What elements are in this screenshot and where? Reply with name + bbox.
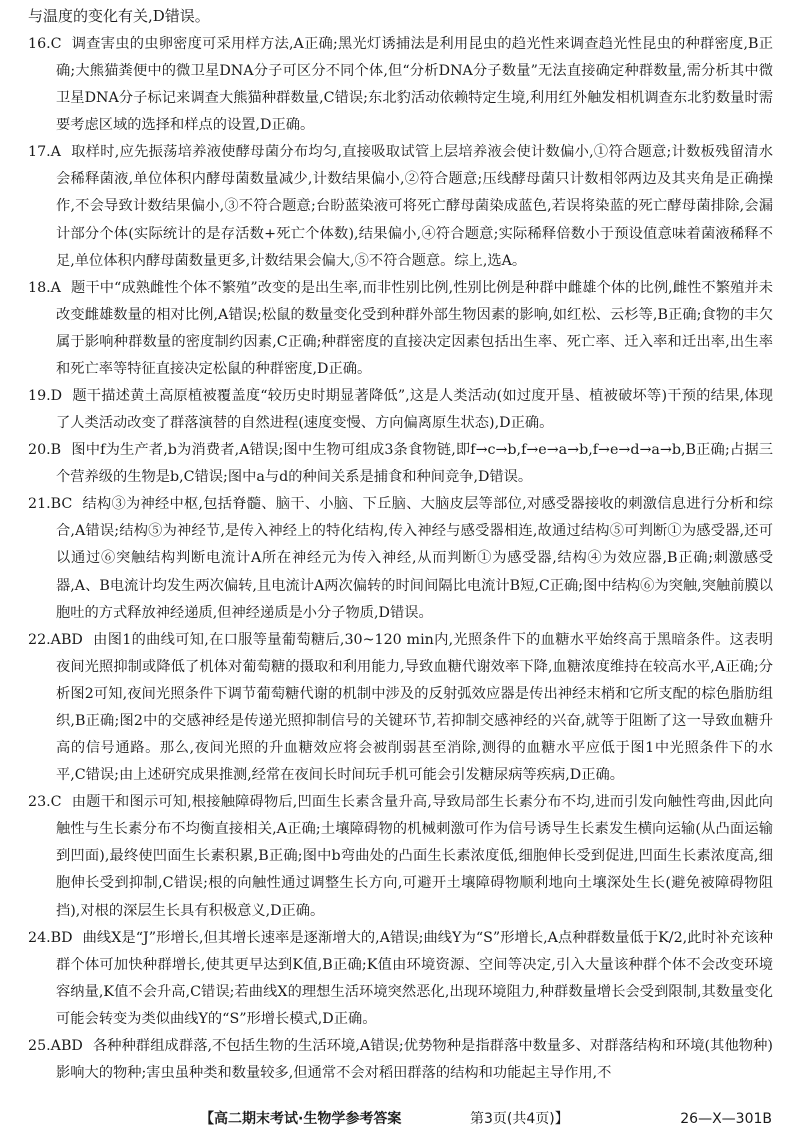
footer-title: 【高二期末考试·生物学参考答案 [200, 1111, 402, 1127]
answer-key: ABD [50, 1037, 83, 1054]
answer-explanation: 题干中“成熟雌性个体不繁殖”改变的是出生率,而非性别比例,性别比例是种群中雌雄个体的比例,雌性不繁殖并未改变雌雄数量的相对比例,A错误;松鼠的数量变化受到种群外部生物因素的影响,如红松、云杉等,B正确;食物的丰欠属于影响种群数量的密度制约因素,C正确;种群密度的直接决定因素包括出生率、死亡率、迁入率和迁出率,出生率和死亡率等特征直接决定松鼠的种群密度,D正确。 [56, 279, 773, 377]
answer-item [28, 275, 773, 383]
answer-key: A [50, 144, 61, 161]
answer-key: B [50, 442, 62, 459]
answer-key: A [50, 279, 61, 296]
answer-number: 21. [28, 496, 51, 513]
footer-page-number: 第3页(共4页)】 [470, 1111, 569, 1127]
answer-item [28, 789, 773, 924]
answer-key: D [50, 388, 63, 405]
answer-explanation: 结构③为神经中枢,包括脊髓、脑干、小脑、下丘脑、大脑皮层等部位,对感受器接收的刺激信息进行分析和综合,A错误;结构⑤为神经节,是传入神经上的特化结构,传入神经与感受器相连,故通过结构⑤可判断①为感受器,还可以通过⑥突触结构判断电流计A所在神经元为传入神经,从而判断①为感受器,结构④为效应器,B正确;刺激感受器,A、B电流计均发生两次偏转,且电流计A两次偏转的时间间隔比电流计B短,C正确;图中结构⑥为突触,突触前膜以胞吐的方式释放神经递质,但神经递质是小分子物质,D错误。 [56, 496, 773, 621]
answer-number: 17. [28, 144, 51, 161]
answer-item [28, 383, 773, 437]
answer-item [28, 491, 773, 626]
answer-item [28, 627, 773, 789]
answer-key: C [50, 794, 62, 811]
answer-explanation: 由图1的曲线可知,在口服等量葡萄糖后,30~120 min内,光照条件下的血糖水平始终高于黑暗条件。这表明夜间光照抑制或降低了机体对葡萄糖的摄取和利用能力,导致血糖代谢效率下降,血糖浓度维持在较高水平,A正确;分析图2可知,夜间光照条件下调节葡萄糖代谢的机制中涉及的反射弧效应器是传出神经末梢和它所支配的棕色脂肪组织,B正确;图2中的交感神经是传递光照抑制信号的关键环节,若抑制交感神经的兴奋,就等于阻断了这一导致血糖升高的信号通路。那么,夜间光照的升血糖效应将会被削弱甚至消除,测得的血糖水平应低于图1中光照条件下的水平,C错误;由上述研究成果推测,经常在夜间长时间玩手机可能会引发糖尿病等疾病,D正确。 [56, 631, 773, 784]
answer-explanation: 题干描述黄土高原植被覆盖度“较历史时期显著降低”,这是人类活动(如过度开垦、植被破坏等)干预的结果,体现了人类活动改变了群落演替的自然进程(速度变慢、方向偏离原生状态),D正确。 [56, 388, 773, 432]
answer-item [28, 139, 773, 274]
page-footer [0, 1104, 800, 1134]
answer-item [28, 925, 773, 1033]
answer-explanation: 取样时,应先振荡培养液使酵母菌分布均匀,直接吸取试管上层培养液会使计数偏小,①符合题意;计数板残留清水会稀释菌液,单位体积内酵母菌数量减少,计数结果偏小,②符合题意;压线酵母菌只计数相邻两边及其夹角是正确操作,不会导致计数结果偏小,③不符合题意;台盼蓝染液可将死亡酵母菌染成蓝色,若误将染蓝的死亡酵母菌排除,会漏计部分个体(实际统计的是存活数+死亡个体数),结果偏小,④符合题意;实际稀释倍数小于预设值意味着菌液稀释不足,单位体积内酵母菌数量更多,计数结果会偏大,⑤不符合题意。综上,选A。 [56, 144, 773, 269]
answer-key: C [50, 36, 62, 52]
footer-exam-code: 26—X—301B [680, 1111, 772, 1127]
answer-number: 24. [28, 929, 51, 946]
answer-number: 18. [28, 279, 51, 296]
intro-continuation: 与温度的变化有关,D错误。 [28, 7, 210, 25]
answer-item [28, 437, 773, 491]
answer-explanation: 图中f为生产者,b为消费者,A错误;图中生物可组成3条食物链,即f→c→b,f→e→a→b,f→e→d→a→b,B正确;占据三个营养级的生物是b,C错误;图中a与d的种间关系是捕食和种间竞争,D错误。 [56, 442, 773, 486]
answer-explanation: 曲线X是“J”形增长,但其增长速率是逐渐增大的,A错误;曲线Y为“S”形增长,A点种群数量低于K/2,此时补充该种群个体可加快种群增长,使其更早达到K值,B正确;K值由环境资源、空间等决定,引入大量该种群个体不会改变环境容纳量,K值不会升高,C错误;若曲线X的理想生活环境突然恶化,出现环境阻力,种群数量增长会受到限制,其数量变化可能会转变为类似曲线Y的“S”形增长模式,D正确。 [56, 929, 773, 1027]
answer-explanation: 调查害虫的虫卵密度可采用样方法,A正确;黑光灯诱捕法是利用昆虫的趋光性来调查趋光性昆虫的种群密度,B正确;大熊猫粪便中的微卫星DNA分子可区分不同个体,但“分析DNA分子数量”无法直接确定种群数量,需分析其中微卫星DNA分子标记来调查大熊猫种群数量,C错误;东北豹活动依赖特定生境,利用红外触发相机调查东北豹数量时需要考虑区域的选择和样点的设置,D正确。 [56, 36, 773, 134]
answer-number: 23. [28, 794, 51, 811]
answer-list [28, 31, 773, 1087]
answer-number: 20. [28, 442, 51, 459]
answer-explanation: 各种种群组成群落,不包括生物的生活环境,A错误;优势物种是指群落中数量多、对群落结构和环境(其他物种)影响大的物种;害虫虽种类和数量较多,但通常不会对稻田群落的结构和功能起主导作用,不 [56, 1037, 773, 1081]
answer-number: 25. [28, 1037, 51, 1054]
answer-key: BD [50, 929, 73, 946]
answer-item [28, 31, 773, 139]
answer-number: 22. [28, 631, 51, 648]
answer-key: BC [50, 496, 73, 513]
answer-item [28, 1033, 773, 1087]
answer-key: ABD [50, 631, 83, 648]
answer-number: 16. [28, 36, 51, 52]
answer-explanation: 由题干和图示可知,根接触障碍物后,凹面生长素含量升高,导致局部生长素分布不均,进而引发向触性弯曲,因此向触性与生长素分布不均衡直接相关,A正确;土壤障碍物的机械刺激可作为信号诱导生长素发生横向运输(从凸面运输到凹面),最终使凹面生长素积累,B正确;图中b弯曲处的凸面生长素浓度低,细胞伸长受到促进,凹面生长素浓度高,细胞伸长受到抑制,C错误;根的向触性通过调整生长方向,可避开土壤障碍物顺利地向土壤深处生长(避免被障碍物阻挡),对根的深层生长具有积极意义,D正确。 [56, 794, 773, 919]
answer-number: 19. [28, 388, 51, 405]
